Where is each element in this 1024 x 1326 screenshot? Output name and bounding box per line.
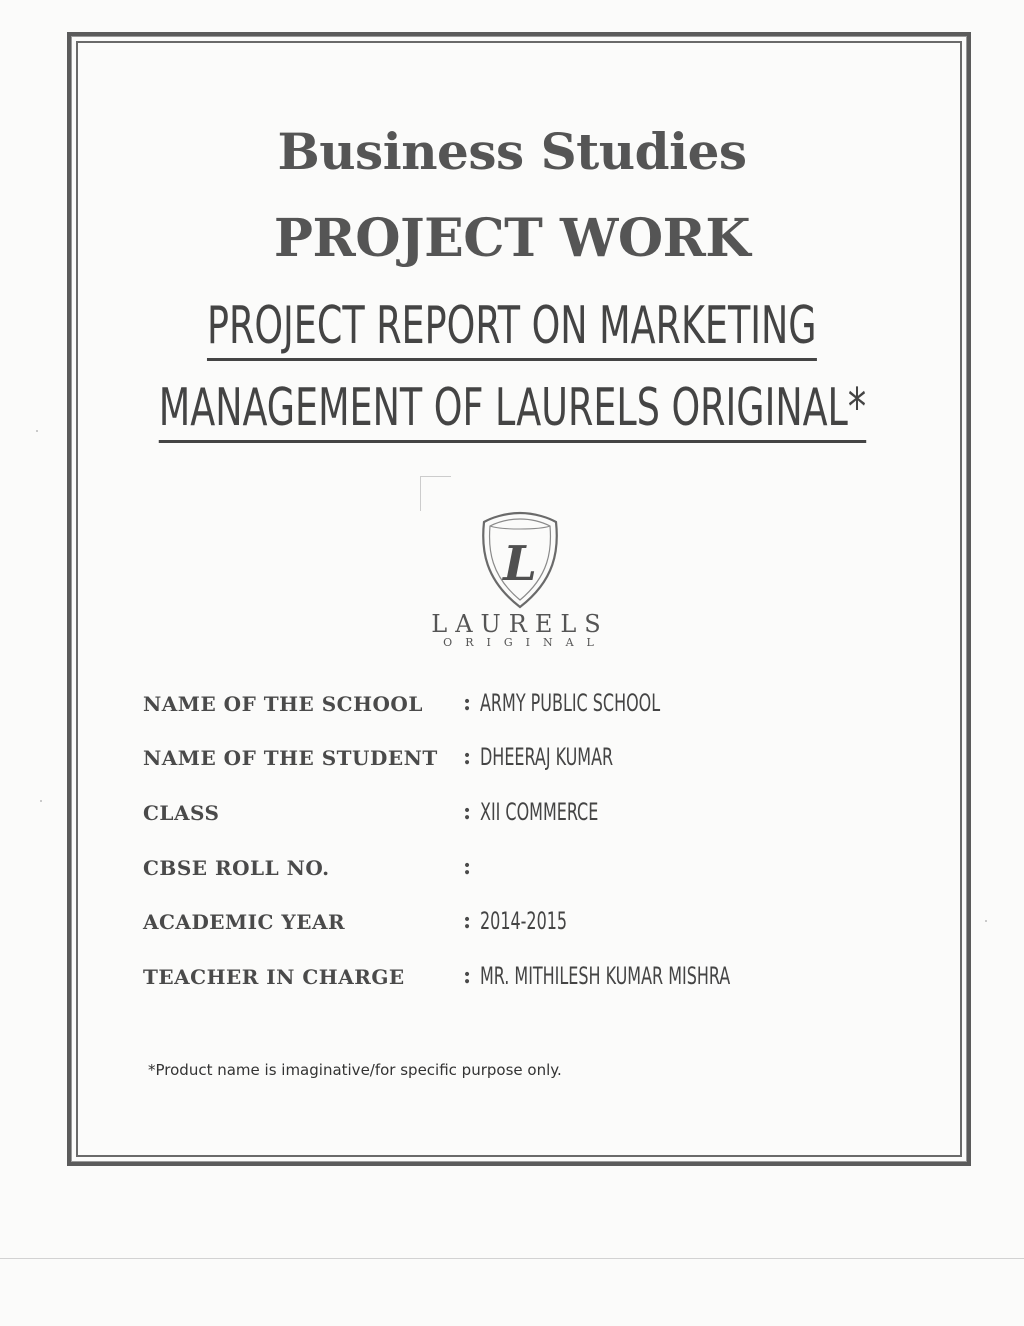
detail-label: CBSE ROLL NO. — [143, 856, 330, 880]
detail-colon: : — [463, 963, 472, 989]
shield-emblem-icon — [479, 510, 561, 610]
report-title-line-1-text: PROJECT REPORT ON MARKETING — [207, 296, 817, 361]
detail-label: NAME OF THE STUDENT — [143, 746, 438, 770]
report-title-line-2 — [0, 378, 1024, 443]
detail-row-teacher — [143, 962, 903, 999]
detail-row-academic-year — [143, 907, 903, 944]
detail-colon: : — [463, 744, 472, 770]
detail-value: ARMY PUBLIC SCHOOL — [480, 689, 661, 717]
footnote: *Product name is imaginative/for specific purpose only. — [148, 1061, 562, 1079]
detail-row-class — [143, 798, 903, 835]
subject-title: Business Studies — [277, 122, 747, 181]
detail-colon: : — [463, 799, 472, 825]
detail-value: 2014-2015 — [480, 907, 568, 935]
detail-value: MR. MITHILESH KUMAR MISHRA — [480, 962, 731, 990]
emblem-letter: L — [503, 536, 537, 592]
brand-subword: ORIGINAL — [443, 636, 607, 649]
detail-row-student — [143, 743, 903, 780]
detail-label: TEACHER IN CHARGE — [143, 965, 405, 989]
report-title-line-2-text: MANAGEMENT OF LAURELS ORIGINAL* — [158, 378, 865, 443]
detail-value: XII COMMERCE — [480, 798, 599, 826]
detail-row-school — [143, 689, 903, 726]
scan-speck — [40, 800, 42, 802]
scan-speck — [985, 920, 987, 922]
detail-label: NAME OF THE SCHOOL — [143, 692, 423, 716]
detail-row-roll-no — [143, 856, 903, 890]
report-title-line-1 — [0, 296, 1024, 361]
detail-label: ACADEMIC YEAR — [143, 910, 346, 934]
work-type-title: PROJECT WORK — [273, 208, 751, 269]
detail-label: CLASS — [143, 801, 220, 825]
scan-edge-line — [0, 1258, 1024, 1259]
brand-word: LAURELS — [431, 610, 609, 638]
scan-mark — [420, 476, 451, 511]
detail-colon: : — [463, 908, 472, 934]
detail-value: DHEERAJ KUMAR — [480, 743, 614, 771]
detail-colon: : — [463, 854, 472, 880]
detail-colon: : — [463, 690, 472, 716]
scan-speck — [36, 430, 38, 432]
